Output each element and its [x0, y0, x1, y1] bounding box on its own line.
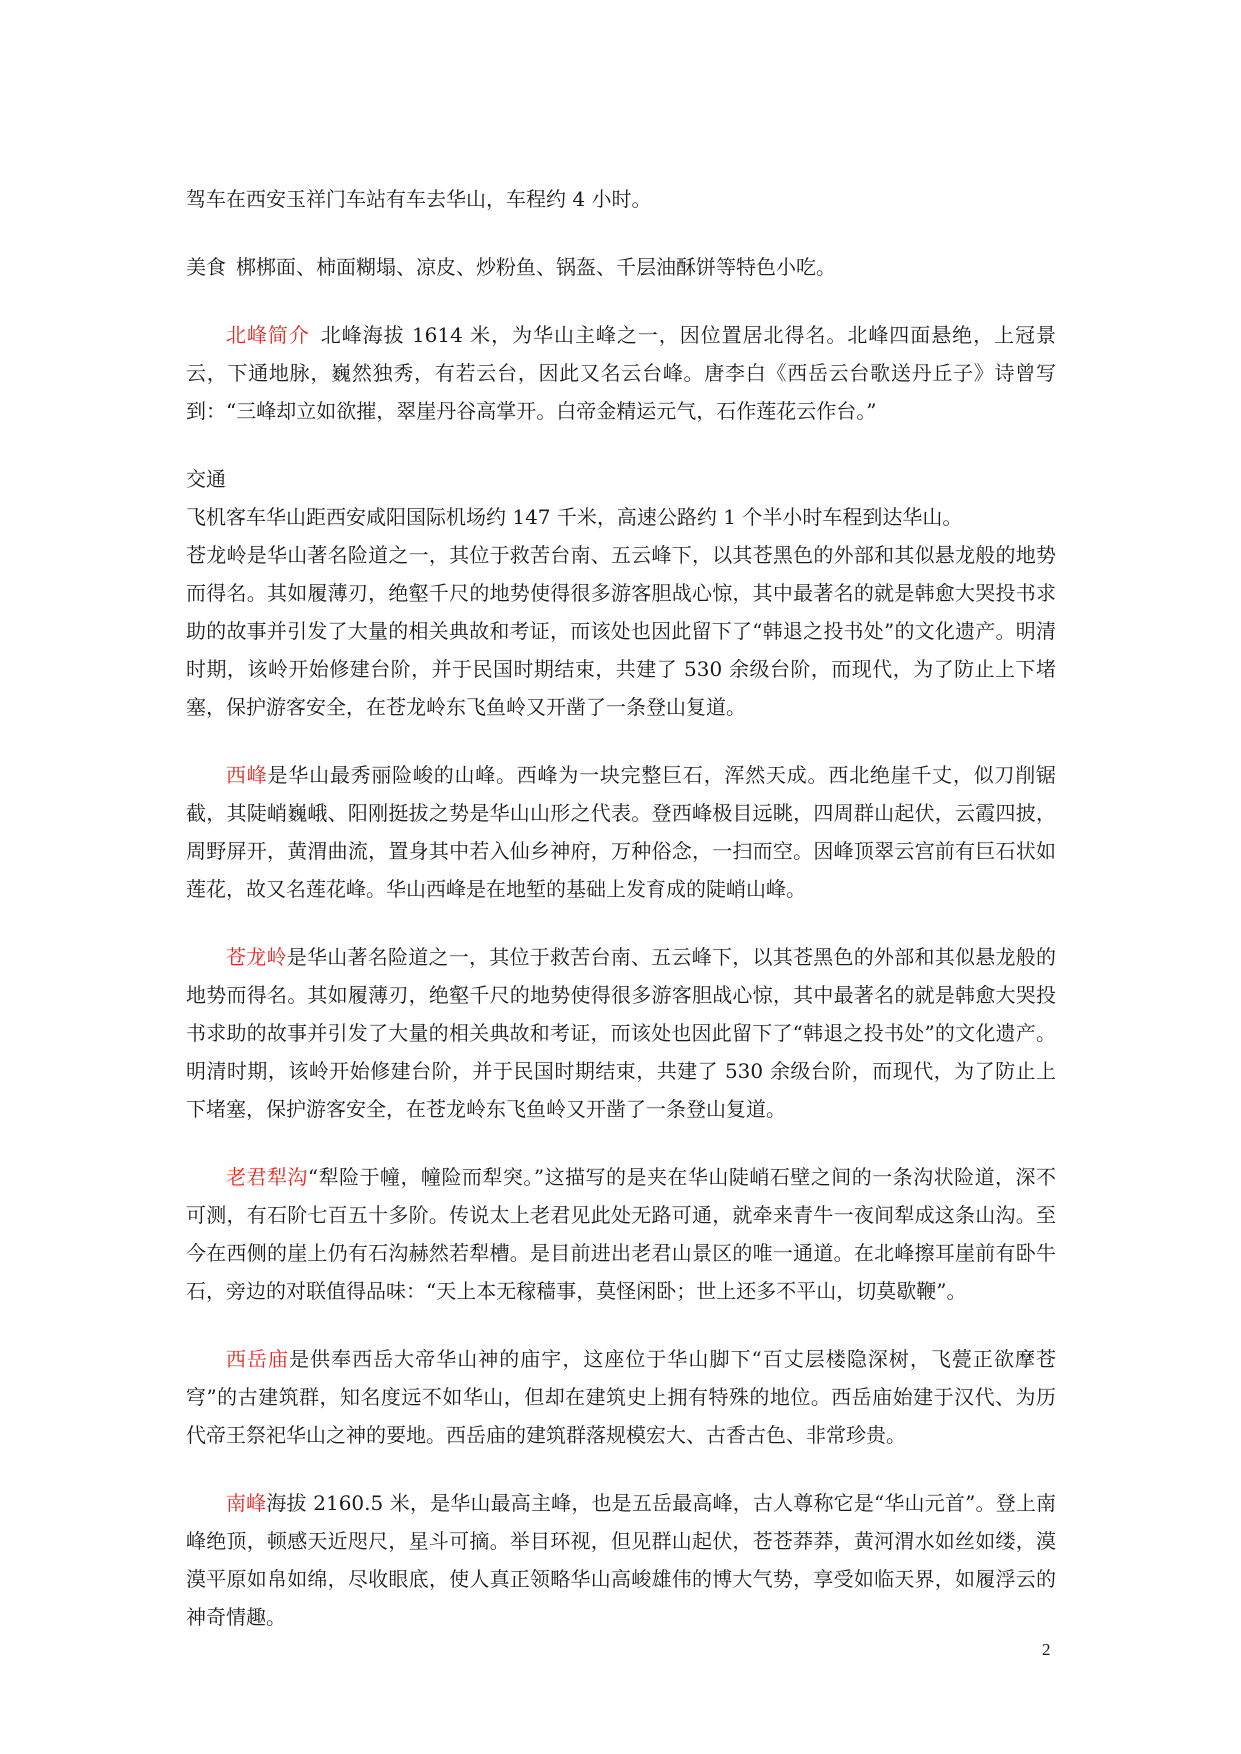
term-north-peak: 北峰简介: [226, 323, 310, 347]
food-label: 美食: [186, 255, 226, 279]
paragraph-canglong-ridge: [186, 938, 1056, 1128]
term-laojun-ditch: 老君犁沟: [226, 1165, 308, 1189]
paragraph-food: [186, 248, 1056, 286]
paragraph-laojun-ditch: [186, 1158, 1056, 1310]
term-south-peak: 南峰: [226, 1491, 267, 1515]
paragraph-west-peak: [186, 756, 1056, 908]
food-text: 梆梆面、柿面糊塌、凉皮、炒粉鱼、锅盔、千层油酥饼等特色小吃。: [236, 255, 836, 279]
canglong-ridge-text: 是华山著名险道之一，其位于救苦台南、五云峰下，以其苍黑色的外部和其似悬龙般的地势而得名。其如履薄刃，绝壑千尺的地势使得很多游客胆战心惊，其中最著名的就是韩愈大哭投书求助的故事并引发了大量的相关典故和考证，而该处也因此留下了“韩退之投书处”的文化遗产。明清时期，该岭开始修建台阶，并于民国时期结束，共建了 530 余级台阶，而现代，为了防止上下堵塞，保护游客安全，在苍龙岭东飞鱼岭又开凿了一条登山复道。: [186, 945, 1056, 1121]
traffic-heading: 交通: [186, 467, 226, 491]
traffic-plane: 飞机客车华山距西安咸阳国际机场约 147 千米，高速公路约 1 个半小时车程到达华山。: [186, 505, 963, 529]
page-number: 2: [1042, 1640, 1051, 1659]
north-peak-text: 北峰海拔 1614 米，为华山主峰之一，因位置居北得名。北峰四面悬绝，上冠景云，下通地脉，巍然独秀，有若云台，因此又名云台峰。唐李白《西岳云台歌送丹丘子》诗曾写到：“三峰却立如欲摧，翠崖丹谷高掌开。白帝金精运元气，石作莲花云作台。”: [186, 323, 1057, 423]
paragraph-xiyue-temple: [186, 1340, 1056, 1454]
term-xiyue-temple: 西岳庙: [226, 1347, 290, 1371]
xiyue-temple-text: 是供奉西岳大帝华山神的庙宇，这座位于华山脚下“百丈层楼隐深树，飞甍正欲摩苍穹”的古建筑群，知名度远不如华山，但却在建筑史上拥有特殊的地位。西岳庙始建于汉代、为历代帝王祭祀华山之神的要地。西岳庙的建筑群落规模宏大、古香古色、非常珍贵。: [186, 1347, 1056, 1447]
west-peak-text: 是华山最秀丽险峻的山峰。西峰为一块完整巨石，浑然天成。西北绝崖千丈，似刀削锯截，其陡峭巍峨、阳刚挺拔之势是华山山形之代表。登西峰极目远眺，四周群山起伏，云霞四披，周野屏开，黄渭曲流，置身其中若入仙乡神府，万种俗念，一扫而空。因峰顶翠云宫前有巨石状如莲花，故又名莲花峰。华山西峰是在地堑的基础上发育成的陡峭山峰。: [186, 763, 1057, 901]
south-peak-text: 海拔 2160.5 米，是华山最高主峰，也是五岳最高峰，古人尊称它是“华山元首”。登上南峰绝顶，顿感天近咫尺，星斗可摘。举目环视，但见群山起伏，苍苍莽莽，黄河渭水如丝如缕，漠漠平原如帛如绵，尽收眼底，使人真正领略华山高峻雄伟的博大气势，享受如临天界，如履浮云的神奇情趣。: [186, 1491, 1056, 1629]
paragraph-south-peak: [186, 1484, 1056, 1636]
section-traffic: [186, 460, 1056, 726]
document-body: [186, 180, 1056, 1636]
paragraph-north-peak: [186, 316, 1056, 430]
traffic-canglong: 苍龙岭是华山著名险道之一，其位于救苦台南、五云峰下，以其苍黑色的外部和其似悬龙般的地势而得名。其如履薄刃，绝壑千尺的地势使得很多游客胆战心惊，其中最著名的就是韩愈大哭投书求助的故事并引发了大量的相关典故和考证，而该处也因此留下了“韩退之投书处”的文化遗产。明清时期，该岭开始修建台阶，并于民国时期结束，共建了 530 余级台阶，而现代，为了防止上下堵塞，保护游客安全，在苍龙岭东飞鱼岭又开凿了一条登山复道。: [186, 543, 1056, 719]
paragraph-car-transport: 驾车在西安玉祥门车站有车去华山，车程约 4 小时。: [186, 187, 652, 211]
laojun-ditch-text: “犁险于幢，幢险而犁突。”这描写的是夹在华山陡峭石壁之间的一条沟状险道，深不可测，有石阶七百五十多阶。传说太上老君见此处无路可通，就牵来青牛一夜间犁成这条山沟。至今在西侧的崖上仍有石沟赫然若犁槽。是目前进出老君山景区的唯一通道。在北峰擦耳崖前有卧牛石，旁边的对联值得品味：“天上本无稼穑事，莫怪闲卧；世上还多不平山，切莫歇鞭”。: [186, 1165, 1057, 1303]
term-canglong-ridge: 苍龙岭: [226, 945, 287, 969]
term-west-peak: 西峰: [226, 763, 268, 787]
